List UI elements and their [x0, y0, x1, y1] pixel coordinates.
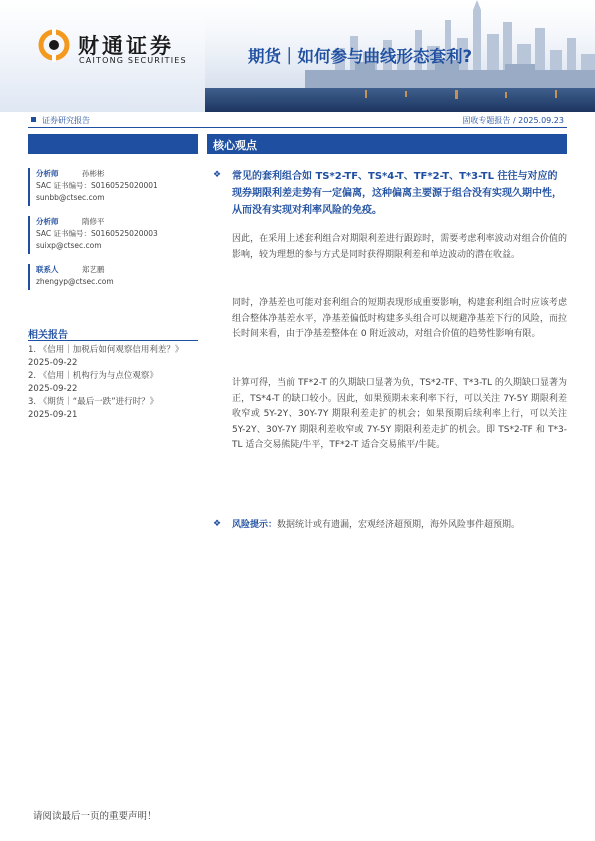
- report-type-date: 固收专题报告 / 2025.09.23: [462, 116, 564, 125]
- caitong-logo-icon: [37, 28, 71, 62]
- square-bullet-icon: [31, 117, 36, 122]
- core-view-header: 核心观点: [207, 134, 567, 154]
- risk-warning: 风险提示：数据统计或有遗漏，宏观经济超预期，海外风险事件超预期。: [232, 520, 521, 530]
- related-reports-title: 相关报告: [28, 330, 68, 341]
- analyst-cert: SAC 证书编号：S0160525020003: [36, 229, 158, 238]
- paragraph-1: 因此，在采用上述套利组合对期限利差进行跟踪时，需要考虑利率波动对组合价值的影响，较为理想的参与方式是同时获得期限利差和单边波动的潜在收益。: [232, 234, 567, 260]
- analyst-email[interactable]: suixp@ctsec.com: [36, 241, 102, 250]
- related-report-item[interactable]: 3. 《期货｜“最后一跌”进行时？》 2025-09-21: [28, 397, 159, 420]
- related-report-item[interactable]: 1. 《信用｜加税后如何观察信用利差？》 2025-09-22: [28, 345, 184, 368]
- related-report-item[interactable]: 2. 《信用｜机构行为与点位观察》 2025-09-22: [28, 371, 158, 394]
- contact-email[interactable]: zhengyp@ctsec.com: [36, 277, 114, 286]
- report-title: 期货｜如何参与曲线形态套利?: [248, 47, 473, 66]
- disclaimer-notice: 请阅读最后一页的重要声明！: [33, 811, 157, 822]
- header-divider: [28, 127, 567, 128]
- analyst-card-1: 分析师 孙彬彬 SAC 证书编号：S0160525020001 sunbb@ctsec.com: [28, 168, 198, 206]
- diamond-bullet-icon: ❖: [213, 519, 222, 529]
- logo-english-name: CAITONG SECURITIES: [79, 56, 187, 65]
- analyst-card-2: 分析师 隋修平 SAC 证书编号：S0160525020003 suixp@ctsec.com: [28, 216, 198, 254]
- report-subbar: [28, 114, 567, 127]
- diamond-bullet-icon: ❖: [213, 170, 222, 180]
- paragraph-3: 计算可得，当前 TF*2-T 的久期缺口显著为负，TS*2-TF、T*3-TL 的久期缺口显著为正，TS*4-T 的缺口较小。因此，如果预期未来利率下行，可以关注 7Y-5Y 期限利差收窄或 5Y-2Y、30Y-7Y 期限利差走扩的机会；如果预期后续利率上行，可以关注 5Y-2Y、30Y-7Y 期限利差收窄或 7Y-5Y 期限利差走扩的机会。即 TS*2-TF 和 T*3-TL 适合交易熊陡/牛平，TF*2-T 适合交易熊平/牛陡。: [232, 378, 567, 450]
- paragraph-2: 同时，净基差也可能对套利组合的短期表现形成重要影响，构建套利组合时应该考虑组合整体净基差水平，净基差偏低时构建多头组合可以规避净基差下行的风险，而拉长时间来看，由于净基差整体在 0 附近波动，对组合价值的趋势性影响有限。: [232, 298, 567, 339]
- report-category: 证券研究报告: [31, 115, 90, 126]
- logo-chinese-name: 财通证券: [78, 34, 174, 58]
- sidebar-header-bar: [28, 134, 198, 154]
- key-point: 常见的套利组合如 TS*2-TF、TS*4-T、TF*2-T、T*3-TL 往往与对应的现券期限利差走势有一定偏离，这种偏离主要源于组合没有实现久期中性，从而没有实现对利率风险的免疫。: [232, 171, 562, 216]
- related-reports-divider: [28, 340, 198, 341]
- analyst-cert: SAC 证书编号：S0160525020001: [36, 181, 158, 190]
- report-header: [0, 0, 595, 112]
- analyst-email[interactable]: sunbb@ctsec.com: [36, 193, 105, 202]
- contact-card: 联系人 郑艺鹏 zhengyp@ctsec.com: [28, 264, 198, 290]
- related-reports-list: [28, 344, 198, 422]
